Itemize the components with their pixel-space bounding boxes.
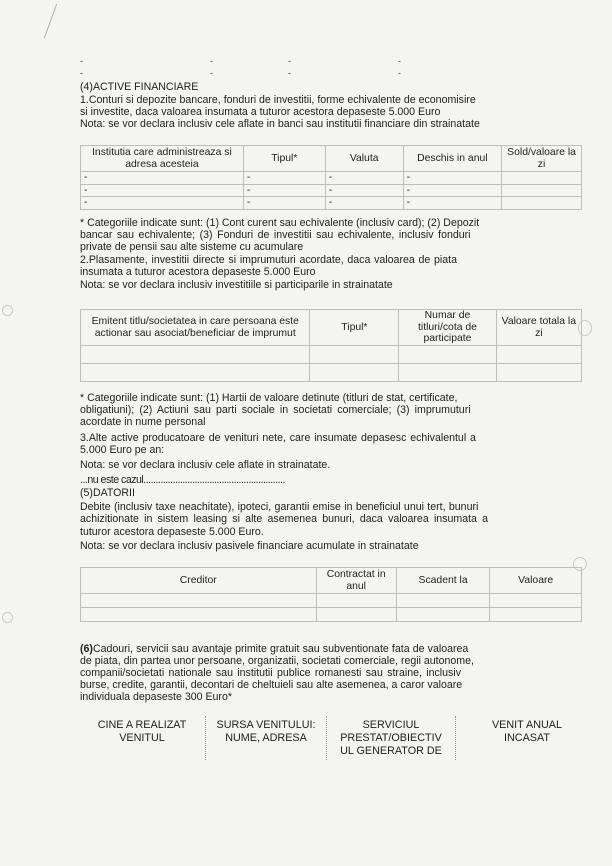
table-row — [81, 594, 582, 608]
paragraph-line: insumata a tuturor acestora depaseste 5.000 Euro — [80, 266, 316, 278]
column-header: Deschis in anul — [403, 146, 502, 172]
paragraph-line: 2.Plasamente, investitii directe si imprumuturi acordate, daca valoarea de piata — [80, 254, 457, 266]
paragraph-line: achizitionate in sistem leasing si alte asemenea bunuri, daca valoarea insumata a — [80, 513, 489, 525]
table-cell: - — [80, 68, 83, 78]
table-header-row — [81, 310, 582, 346]
table-cell — [502, 172, 582, 185]
header-line: VENIT ANUAL — [491, 719, 562, 731]
paragraph-line: de piata, din partea unor persoane, organizatii, societati comerciale, regii autonome, — [80, 655, 474, 667]
column-header: Tipul* — [243, 146, 325, 172]
footnote-line: bancar sau echivalente; (3) Fonduri de investitii sau echivalente, inclusiv fonduri — [80, 229, 471, 241]
note-line: Nota: se vor declara inclusiv investitiile si participarile in strainatate — [80, 279, 393, 291]
column-divider — [326, 716, 327, 760]
table-cell: - — [243, 197, 325, 210]
table-cell: - — [288, 68, 291, 78]
header-line: SERVICIUL — [362, 719, 420, 731]
column-header: Institutia care administreaza si adresa acesteia — [81, 146, 244, 172]
table-row — [81, 346, 582, 364]
table-cell: - — [325, 197, 403, 210]
column-header: Valoare totala la zi — [496, 310, 581, 346]
table-header-row — [81, 568, 582, 594]
table-cell: - — [80, 56, 83, 66]
header-line: INCASAT — [504, 732, 550, 744]
table-cell: - — [81, 172, 244, 185]
punch-hole-mark — [2, 612, 13, 623]
table-cell: - — [403, 184, 502, 197]
table-cell: - — [288, 56, 291, 66]
paragraph-line: individuala depaseste 300 Euro* — [80, 691, 232, 703]
table-cell: - — [81, 184, 244, 197]
punch-hole-mark — [2, 305, 13, 316]
debts-table — [80, 567, 582, 622]
column-divider — [455, 716, 456, 760]
column-header: Tipul* — [310, 310, 399, 346]
table-cell: - — [325, 184, 403, 197]
table-cell: - — [403, 197, 502, 210]
table-row — [81, 608, 582, 622]
column-header: Valuta — [325, 146, 403, 172]
paragraph-line: burse, credite, garantii, decontari de cheltuieli sau alte asemenea, a caror valoare — [80, 679, 463, 691]
column-header-income — [470, 719, 584, 745]
section-heading: (4)ACTIVE FINANCIARE — [80, 81, 199, 93]
footnote-line: * Categoriile indicate sunt: (1) Cont curent sau echivalente (inclusiv card); (2) Depozit — [80, 217, 480, 229]
header-line: NUME, ADRESA — [225, 732, 307, 744]
section-heading: (5)DATORII — [80, 487, 135, 499]
header-line: VENITUL — [119, 732, 165, 744]
paragraph-text: Cadouri, servicii sau avantaje primite gratuit sau subventionate fata de valoarea — [92, 643, 469, 655]
table-row — [81, 184, 582, 197]
table-cell: - — [325, 172, 403, 185]
note-line: Nota: se vor declara inclusiv pasivele financiare acumulate in strainatate — [80, 540, 419, 552]
table-cell: - — [243, 172, 325, 185]
paragraph-line: companii/societati nationale sau institutii publice romanesti sau straine, inclusiv — [80, 667, 461, 679]
note-line: Nota: se vor declara inclusiv cele aflate in banci sau institutii financiare din strainatate — [80, 118, 480, 130]
paragraph-line: Debite (inclusiv taxe neachitate), ipoteci, garantii emise in beneficiul unui tert, bunuri — [80, 501, 479, 513]
section-number: (6) — [80, 643, 93, 655]
column-header: Sold/valoare la zi — [502, 146, 582, 172]
footnote-line: private de pensii sau alte sisteme cu acumulare — [80, 241, 304, 253]
table-cell — [502, 197, 582, 210]
note-line: Nota: se vor declara inclusiv cele aflate in strainatate. — [80, 459, 331, 471]
not-applicable-line: ...nu este cazul.......................................................... — [80, 474, 285, 486]
column-header: Scadent la — [396, 568, 490, 594]
table-cell: - — [398, 68, 401, 78]
column-header: Valoare — [490, 568, 582, 594]
scan-corner-mark — [44, 4, 85, 38]
column-header: Creditor — [81, 568, 317, 594]
table-cell: - — [403, 172, 502, 185]
paragraph-line: 5.000 Euro pe an: — [80, 444, 165, 456]
bank-accounts-table — [80, 145, 582, 210]
column-header-service — [328, 719, 454, 758]
table-cell: - — [81, 197, 244, 210]
table-row — [81, 172, 582, 185]
investments-table — [80, 309, 582, 382]
footnote-line: obligatiuni); (2) Actiuni sau parti sociale in societati comerciale; (3) imprumuturi — [80, 404, 471, 416]
column-header-source — [206, 719, 326, 745]
column-header-who — [82, 719, 202, 745]
paragraph-line: tuturor acestora depaseste 5.000 Euro. — [80, 526, 264, 538]
paragraph-line: 1.Conturi si depozite bancare, fonduri de investitii, forme echivalente de economisire — [80, 94, 476, 106]
header-line: CINE A REALIZAT — [97, 719, 187, 731]
column-header: Contractat in anul — [316, 568, 396, 594]
table-cell — [502, 184, 582, 197]
paragraph-line: 3.Alte active producatoare de venituri nete, care insumate depasesc echivalentul a — [80, 432, 476, 444]
table-cell: - — [210, 56, 213, 66]
table-row — [81, 197, 582, 210]
table-cell: - — [398, 56, 401, 66]
column-header: Emitent titlu/societatea in care persoana este actionar sau asociat/beneficiar de imprumut — [81, 310, 310, 346]
header-line: UL GENERATOR DE — [340, 745, 442, 757]
paragraph-line: si investite, daca valoarea insumata a tuturor acestora depaseste 5.000 Euro — [80, 106, 441, 118]
header-line: SURSA VENITULUI: — [216, 719, 316, 731]
table-cell: - — [243, 184, 325, 197]
footnote-line: * Categoriile indicate sunt: (1) Hartii de valoare detinute (titluri de stat, certificate, — [80, 392, 458, 404]
header-line: PRESTAT/OBIECTIV — [340, 732, 442, 744]
table-header-row — [81, 146, 582, 172]
column-header: Numar de titluri/cota de participate — [399, 310, 496, 346]
table-cell: - — [210, 68, 213, 78]
table-row — [81, 364, 582, 382]
paragraph-line — [80, 643, 520, 655]
footnote-line: acordate in nume personal — [80, 416, 206, 428]
